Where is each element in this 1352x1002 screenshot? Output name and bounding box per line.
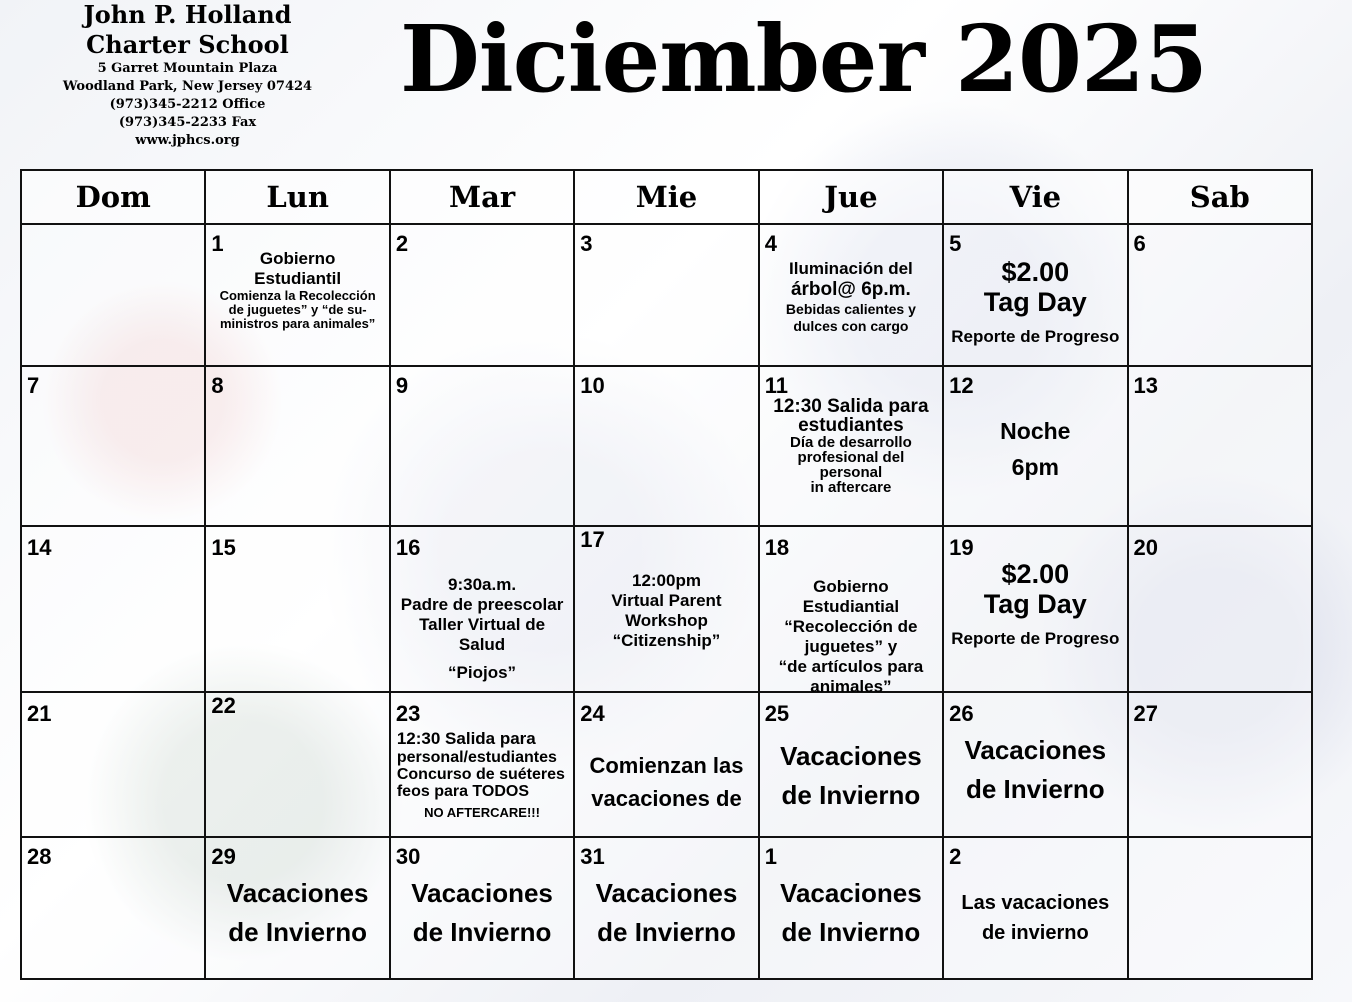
day-number: 7 [27, 373, 40, 398]
event-line: 12:30 Salida para [396, 729, 536, 748]
day-number: 17 [580, 527, 605, 552]
event-line: Gobierno [259, 249, 336, 268]
event-line: Taller Virtual de [419, 615, 546, 634]
calendar-grid [20, 169, 1313, 980]
day-cell [1128, 692, 1312, 837]
day-cell [943, 526, 1127, 692]
day-cell [759, 692, 943, 837]
day-number: 11 [764, 373, 788, 398]
weekday-header: Mie [574, 170, 758, 224]
event-line: Virtual Parent [611, 591, 722, 610]
day-cell [943, 224, 1127, 366]
event-line: de Invierno [412, 917, 552, 947]
day-number: 22 [211, 693, 236, 718]
event-line: feos para TODOS [396, 783, 530, 800]
event-text [944, 257, 1126, 347]
day-number: 26 [949, 701, 974, 726]
day-cell [21, 692, 205, 837]
event-line: ministros para animales” [219, 316, 376, 331]
event-line: “de artículos para [778, 657, 924, 676]
day-number: 20 [1133, 535, 1159, 560]
event-line: “Recolección de [784, 617, 918, 636]
school-website: www.jphcs.org [135, 133, 240, 148]
event-line: árbol@ 6p.m. [790, 279, 911, 300]
event-line: profesional del [797, 449, 905, 466]
day-cell [759, 837, 943, 979]
event-line: 12:30 Salida para [773, 396, 929, 417]
event-text [944, 559, 1126, 649]
event-line: Iluminación del [789, 259, 913, 278]
day-cell [943, 366, 1127, 526]
day-number: 3 [580, 231, 593, 256]
event-text [575, 571, 757, 651]
day-number: 1 [764, 844, 777, 869]
day-cell [943, 692, 1127, 837]
event-line: juguetes” y [804, 637, 898, 656]
day-number: 30 [395, 844, 421, 869]
event-line: 6pm [1011, 454, 1059, 480]
event-line: Concurso de suéteres [396, 766, 565, 783]
event-text [206, 249, 388, 331]
event-line: Vacaciones [411, 878, 553, 908]
event-line: Estudiantil [254, 269, 342, 288]
event-line: Comienzan las [589, 753, 744, 778]
event-line: Reporte de Progreso [951, 327, 1120, 346]
event-line: Bebidas calientes y [785, 301, 916, 317]
event-line: 9:30a.m. [448, 575, 517, 594]
day-number: 1 [211, 231, 224, 256]
school-fax: (973)345-2233 Fax [118, 115, 257, 130]
weekday-header: Dom [21, 170, 205, 224]
day-number: 12 [949, 373, 974, 398]
event-line: personal/estudiantes [396, 749, 557, 766]
weekday-header-row [21, 170, 1312, 224]
school-address1: 5 Garret Mountain Plaza [97, 61, 278, 76]
day-number: 6 [1133, 231, 1146, 256]
day-cell [759, 224, 943, 366]
day-cell [21, 837, 205, 979]
event-line: “Citizenship” [612, 631, 721, 650]
event-line: Día de desarrollo [790, 434, 912, 451]
event-line: dulces con cargo [793, 318, 909, 334]
event-line: personal [819, 464, 883, 481]
week-row [21, 837, 1312, 979]
event-text [391, 874, 573, 952]
event-line: estudiantes [798, 415, 904, 436]
day-number: 29 [211, 844, 236, 869]
event-line: de juguetes” y “de su- [228, 302, 367, 317]
event-text [760, 397, 942, 495]
event-text [575, 749, 757, 815]
event-text [944, 888, 1126, 948]
day-cell [205, 837, 389, 979]
day-cell [943, 837, 1127, 979]
event-line: Salud [458, 635, 506, 654]
event-text [760, 259, 942, 335]
event-text [760, 577, 942, 697]
day-number: 23 [395, 701, 421, 726]
day-number: 15 [211, 535, 236, 560]
day-number: 9 [395, 373, 409, 398]
day-number: 25 [764, 701, 790, 726]
day-number: 19 [949, 535, 974, 560]
day-number: 14 [27, 535, 52, 560]
event-line: Vacaciones [226, 878, 369, 908]
event-text [760, 737, 942, 815]
day-cell [390, 366, 574, 526]
event-text [397, 729, 573, 820]
event-line: Las vacaciones [961, 892, 1110, 914]
weekday-header: Vie [943, 170, 1127, 224]
day-number: 27 [1133, 701, 1159, 726]
week-row [21, 366, 1312, 526]
day-cell [205, 692, 389, 837]
event-line: de Invierno [597, 917, 736, 947]
day-cell [1128, 526, 1312, 692]
day-cell [21, 224, 205, 366]
weekday-header: Lun [205, 170, 389, 224]
week-row [21, 224, 1312, 366]
day-cell [21, 366, 205, 526]
weekday-header: Sab [1128, 170, 1312, 224]
event-line: de Invierno [781, 917, 921, 947]
week-row [21, 692, 1312, 837]
event-line: Noche [1000, 418, 1071, 444]
day-cell [205, 526, 389, 692]
day-cell [1128, 837, 1312, 979]
event-line: animales” [810, 677, 892, 696]
event-line: NO AFTERCARE!!! [424, 805, 540, 820]
day-number: 16 [395, 535, 421, 560]
day-cell [574, 526, 758, 692]
day-number: 8 [211, 373, 224, 398]
day-number: 2 [949, 844, 962, 869]
day-cell [574, 366, 758, 526]
day-cell [390, 837, 574, 979]
day-number: 31 [580, 844, 605, 869]
event-line: 12:00pm [631, 571, 701, 590]
event-line: Tag Day [983, 589, 1087, 619]
day-cell [390, 224, 574, 366]
school-name-line2: Charter School [86, 30, 289, 59]
event-line: “Piojos” [448, 663, 517, 682]
day-cell [759, 366, 943, 526]
event-line: de invierno [981, 922, 1089, 944]
day-cell [21, 526, 205, 692]
day-number: 28 [27, 844, 52, 869]
day-number: 5 [949, 231, 962, 256]
weekday-header: Mar [390, 170, 574, 224]
event-line: Estudiantial [802, 597, 900, 616]
event-line: Vacaciones [964, 735, 1107, 765]
day-number: 10 [580, 373, 605, 398]
school-name-line1: John P. Holland [83, 0, 292, 29]
school-header [30, 0, 345, 150]
week-row [21, 526, 1312, 692]
day-cell [205, 224, 389, 366]
school-address2: Woodland Park, New Jersey 07424 [62, 79, 313, 94]
weekday-header: Jue [759, 170, 943, 224]
event-line: Vacaciones [780, 741, 922, 771]
event-line: in aftercare [810, 479, 892, 496]
day-number: 21 [27, 701, 52, 726]
day-number: 24 [580, 701, 605, 726]
event-line: Reporte de Progreso [951, 629, 1120, 648]
day-cell [390, 526, 574, 692]
event-line: $2.00 [1001, 559, 1070, 589]
day-cell [1128, 224, 1312, 366]
day-cell [390, 692, 574, 837]
event-line: Workshop [625, 611, 708, 630]
day-number: 2 [395, 231, 409, 256]
event-text [944, 413, 1126, 485]
school-phone: (973)345-2212 Office [109, 97, 266, 112]
event-line: Comienza la Recolección [219, 288, 376, 303]
event-line: de Invierno [965, 774, 1105, 804]
event-text [391, 575, 573, 683]
calendar-title: Diciember 2025 [400, 5, 1207, 113]
event-line: Vacaciones [595, 878, 738, 908]
event-line: Vacaciones [780, 878, 922, 908]
day-cell [205, 366, 389, 526]
event-text [760, 874, 942, 952]
day-cell [1128, 366, 1312, 526]
day-cell [574, 837, 758, 979]
event-line: de Invierno [228, 917, 367, 947]
event-line: vacaciones de [591, 786, 742, 811]
day-cell [759, 526, 943, 696]
event-line: Tag Day [983, 287, 1087, 317]
event-line: Gobierno [813, 577, 889, 596]
day-cell [574, 224, 758, 366]
event-line: Padre de preescolar [400, 595, 564, 614]
day-cell [574, 692, 758, 837]
event-line: $2.00 [1001, 257, 1070, 287]
day-number: 4 [764, 231, 777, 256]
event-text [944, 731, 1126, 809]
day-number: 18 [764, 535, 790, 560]
event-text [206, 874, 388, 952]
event-text [575, 874, 757, 952]
event-line: de Invierno [781, 780, 921, 810]
day-number: 13 [1133, 373, 1159, 398]
